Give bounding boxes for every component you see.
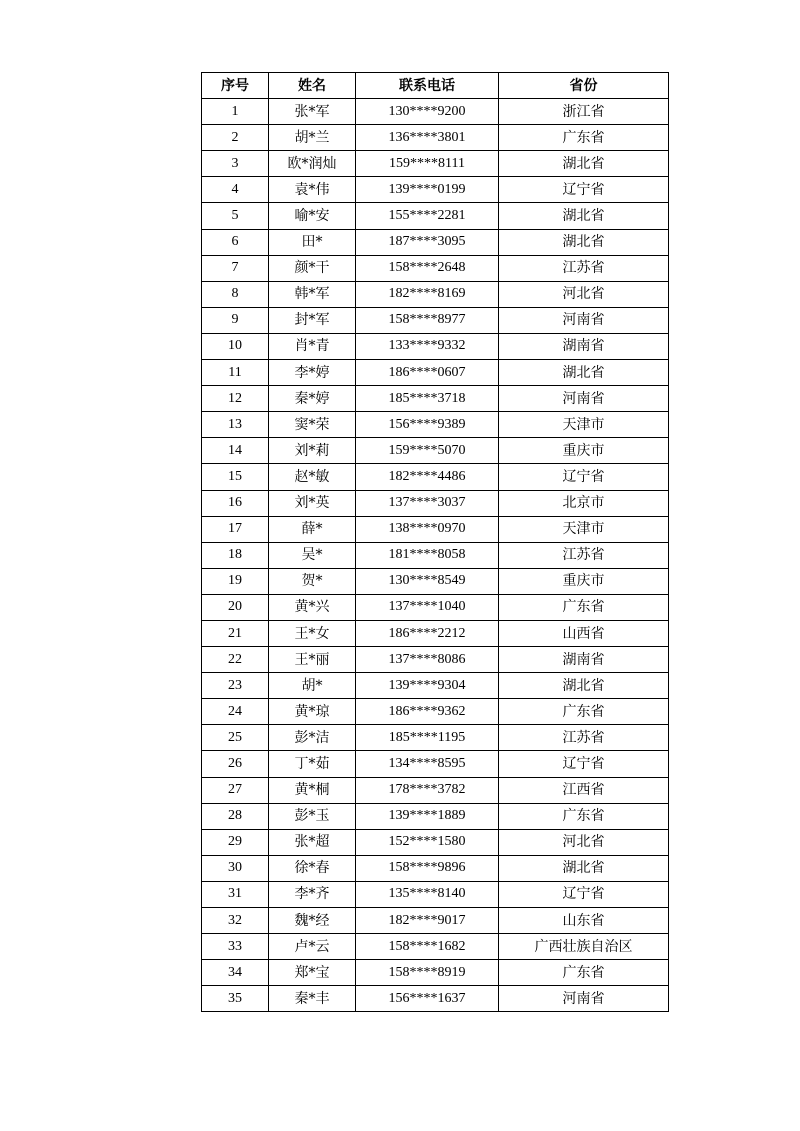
cell-index: 20 (202, 594, 269, 620)
cell-name: 喻*安 (269, 203, 356, 229)
cell-province: 湖北省 (499, 673, 669, 699)
cell-index: 9 (202, 307, 269, 333)
cell-province: 山东省 (499, 908, 669, 934)
cell-name: 肖*青 (269, 333, 356, 359)
cell-phone: 156****1637 (356, 986, 499, 1012)
header-phone: 联系电话 (356, 73, 499, 99)
cell-phone: 186****9362 (356, 699, 499, 725)
table-row (202, 960, 669, 986)
cell-name: 袁*伟 (269, 177, 356, 203)
cell-phone: 181****8058 (356, 542, 499, 568)
table-body (202, 99, 669, 1012)
table-row (202, 490, 669, 516)
cell-phone: 137****1040 (356, 594, 499, 620)
cell-phone: 139****0199 (356, 177, 499, 203)
cell-name: 封*军 (269, 307, 356, 333)
cell-index: 22 (202, 647, 269, 673)
table-row (202, 855, 669, 881)
cell-province: 湖南省 (499, 333, 669, 359)
cell-phone: 130****8549 (356, 568, 499, 594)
table-row (202, 177, 669, 203)
cell-index: 27 (202, 777, 269, 803)
table-row (202, 307, 669, 333)
cell-index: 8 (202, 281, 269, 307)
cell-phone: 139****1889 (356, 803, 499, 829)
cell-name: 李*婷 (269, 360, 356, 386)
cell-province: 湖北省 (499, 151, 669, 177)
cell-index: 25 (202, 725, 269, 751)
table-row (202, 464, 669, 490)
cell-phone: 158****1682 (356, 934, 499, 960)
cell-index: 2 (202, 125, 269, 151)
cell-province: 浙江省 (499, 99, 669, 125)
cell-province: 江苏省 (499, 255, 669, 281)
cell-name: 胡*兰 (269, 125, 356, 151)
cell-index: 3 (202, 151, 269, 177)
table-row (202, 386, 669, 412)
cell-province: 湖北省 (499, 855, 669, 881)
cell-phone: 158****8919 (356, 960, 499, 986)
table-row (202, 438, 669, 464)
cell-index: 35 (202, 986, 269, 1012)
cell-province: 重庆市 (499, 438, 669, 464)
cell-phone: 137****8086 (356, 647, 499, 673)
cell-province: 江西省 (499, 777, 669, 803)
cell-name: 张*军 (269, 99, 356, 125)
table-header-row (202, 73, 669, 99)
table-row (202, 673, 669, 699)
cell-phone: 159****5070 (356, 438, 499, 464)
cell-phone: 187****3095 (356, 229, 499, 255)
table-row (202, 881, 669, 907)
cell-province: 河南省 (499, 986, 669, 1012)
cell-name: 卢*云 (269, 934, 356, 960)
cell-index: 24 (202, 699, 269, 725)
cell-name: 张*超 (269, 829, 356, 855)
cell-phone: 135****8140 (356, 881, 499, 907)
cell-province: 河南省 (499, 307, 669, 333)
cell-index: 1 (202, 99, 269, 125)
cell-province: 辽宁省 (499, 177, 669, 203)
cell-index: 16 (202, 490, 269, 516)
cell-province: 广东省 (499, 594, 669, 620)
table-row (202, 803, 669, 829)
cell-index: 33 (202, 934, 269, 960)
cell-name: 欧*润灿 (269, 151, 356, 177)
cell-index: 15 (202, 464, 269, 490)
cell-name: 赵*敏 (269, 464, 356, 490)
cell-index: 13 (202, 412, 269, 438)
cell-province: 天津市 (499, 412, 669, 438)
table-row (202, 412, 669, 438)
cell-province: 广西壮族自治区 (499, 934, 669, 960)
cell-phone: 156****9389 (356, 412, 499, 438)
cell-province: 江苏省 (499, 542, 669, 568)
cell-phone: 158****8977 (356, 307, 499, 333)
cell-province: 辽宁省 (499, 464, 669, 490)
table-row (202, 620, 669, 646)
table-row (202, 99, 669, 125)
cell-phone: 185****3718 (356, 386, 499, 412)
cell-name: 秦*丰 (269, 986, 356, 1012)
cell-index: 19 (202, 568, 269, 594)
cell-phone: 139****9304 (356, 673, 499, 699)
cell-index: 21 (202, 620, 269, 646)
cell-province: 重庆市 (499, 568, 669, 594)
cell-index: 14 (202, 438, 269, 464)
table-row (202, 255, 669, 281)
cell-name: 黄*兴 (269, 594, 356, 620)
cell-phone: 134****8595 (356, 751, 499, 777)
table-row (202, 516, 669, 542)
cell-index: 29 (202, 829, 269, 855)
table-row (202, 360, 669, 386)
cell-phone: 182****9017 (356, 908, 499, 934)
cell-province: 辽宁省 (499, 881, 669, 907)
table-row (202, 986, 669, 1012)
cell-name: 王*丽 (269, 647, 356, 673)
cell-index: 18 (202, 542, 269, 568)
table-row (202, 151, 669, 177)
cell-name: 颜*干 (269, 255, 356, 281)
cell-index: 28 (202, 803, 269, 829)
cell-name: 窦*荣 (269, 412, 356, 438)
header-index: 序号 (202, 73, 269, 99)
cell-index: 11 (202, 360, 269, 386)
cell-phone: 178****3782 (356, 777, 499, 803)
cell-name: 黄*桐 (269, 777, 356, 803)
cell-province: 广东省 (499, 960, 669, 986)
table-row (202, 829, 669, 855)
cell-province: 广东省 (499, 803, 669, 829)
table-row (202, 594, 669, 620)
table-row (202, 751, 669, 777)
cell-phone: 182****4486 (356, 464, 499, 490)
cell-phone: 158****9896 (356, 855, 499, 881)
cell-name: 刘*莉 (269, 438, 356, 464)
cell-province: 河北省 (499, 281, 669, 307)
cell-phone: 138****0970 (356, 516, 499, 542)
cell-province: 湖南省 (499, 647, 669, 673)
header-name: 姓名 (269, 73, 356, 99)
table-row (202, 281, 669, 307)
cell-name: 秦*婷 (269, 386, 356, 412)
cell-index: 10 (202, 333, 269, 359)
cell-name: 郑*宝 (269, 960, 356, 986)
cell-province: 河南省 (499, 386, 669, 412)
cell-phone: 152****1580 (356, 829, 499, 855)
cell-phone: 186****0607 (356, 360, 499, 386)
cell-phone: 158****2648 (356, 255, 499, 281)
cell-name: 黄*琼 (269, 699, 356, 725)
cell-name: 薛* (269, 516, 356, 542)
cell-index: 26 (202, 751, 269, 777)
cell-index: 23 (202, 673, 269, 699)
cell-name: 彭*玉 (269, 803, 356, 829)
cell-name: 田* (269, 229, 356, 255)
cell-index: 34 (202, 960, 269, 986)
cell-phone: 155****2281 (356, 203, 499, 229)
cell-name: 李*齐 (269, 881, 356, 907)
cell-phone: 185****1195 (356, 725, 499, 751)
cell-province: 天津市 (499, 516, 669, 542)
table-row (202, 125, 669, 151)
cell-phone: 186****2212 (356, 620, 499, 646)
cell-phone: 137****3037 (356, 490, 499, 516)
cell-index: 31 (202, 881, 269, 907)
cell-province: 湖北省 (499, 229, 669, 255)
cell-index: 7 (202, 255, 269, 281)
cell-province: 河北省 (499, 829, 669, 855)
cell-phone: 159****8111 (356, 151, 499, 177)
cell-phone: 130****9200 (356, 99, 499, 125)
cell-name: 王*女 (269, 620, 356, 646)
cell-province: 广东省 (499, 699, 669, 725)
cell-province: 广东省 (499, 125, 669, 151)
table-row (202, 934, 669, 960)
table-row (202, 203, 669, 229)
cell-index: 6 (202, 229, 269, 255)
cell-name: 彭*洁 (269, 725, 356, 751)
table-row (202, 725, 669, 751)
cell-index: 17 (202, 516, 269, 542)
cell-name: 魏*经 (269, 908, 356, 934)
cell-province: 湖北省 (499, 360, 669, 386)
cell-province: 北京市 (499, 490, 669, 516)
table-row (202, 229, 669, 255)
table-row (202, 568, 669, 594)
cell-index: 4 (202, 177, 269, 203)
cell-name: 吴* (269, 542, 356, 568)
cell-province: 江苏省 (499, 725, 669, 751)
header-province: 省份 (499, 73, 669, 99)
cell-name: 贺* (269, 568, 356, 594)
cell-phone: 133****9332 (356, 333, 499, 359)
cell-province: 辽宁省 (499, 751, 669, 777)
table-row (202, 908, 669, 934)
cell-name: 胡* (269, 673, 356, 699)
cell-phone: 136****3801 (356, 125, 499, 151)
cell-index: 32 (202, 908, 269, 934)
cell-name: 刘*英 (269, 490, 356, 516)
cell-name: 徐*春 (269, 855, 356, 881)
table-row (202, 647, 669, 673)
table-row (202, 333, 669, 359)
table-row (202, 542, 669, 568)
cell-index: 5 (202, 203, 269, 229)
cell-index: 12 (202, 386, 269, 412)
cell-phone: 182****8169 (356, 281, 499, 307)
cell-province: 湖北省 (499, 203, 669, 229)
winner-list-table (201, 72, 669, 1012)
cell-province: 山西省 (499, 620, 669, 646)
cell-index: 30 (202, 855, 269, 881)
cell-name: 韩*军 (269, 281, 356, 307)
cell-name: 丁*茹 (269, 751, 356, 777)
table-row (202, 777, 669, 803)
table-row (202, 699, 669, 725)
